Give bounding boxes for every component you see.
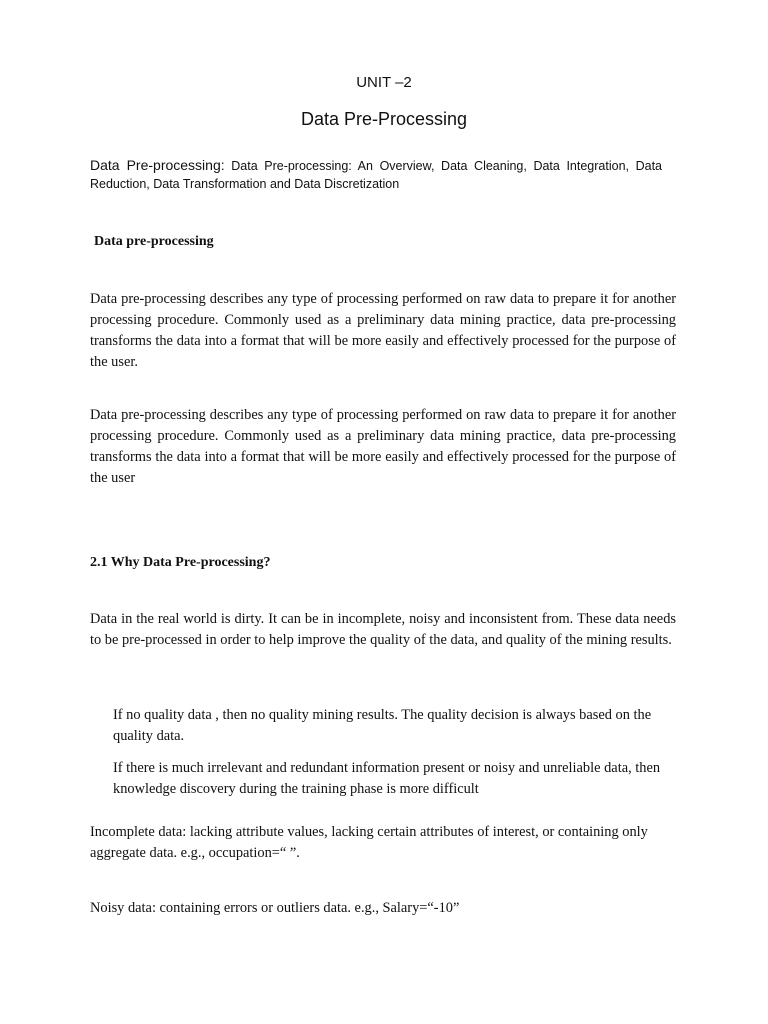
list-item: If no quality data , then no quality mining results. The quality decision is always based on the quality data. [113,707,652,744]
section-heading-why: 2.1 Why Data Pre-processing? [90,555,271,570]
section-heading-data-pre-processing: Data pre-processing [94,234,214,249]
overview-lead: Data Pre-processing: [90,157,225,173]
paragraph-pre-processing-1: Data pre-processing describes any type of processing performed on raw data to prepare it for another processing procedure. Commonly used as a preliminary data mining practice, data pre-processing transforms the data into a format that will be more easily and effectively processed for the purpose of the user. [90,291,676,370]
overview-text: Data Pre-processing: An Overview, Data Cleaning, Data Integration, Data Reduction, Data Transformation and Data Discretization [90,159,662,191]
overview-paragraph [90,156,662,193]
paragraph-pre-processing-2: Data pre-processing describes any type of processing performed on raw data to prepare it for another processing procedure. Commonly used as a preliminary data mining practice, data pre-processing transforms the data into a format that will be more easily and effectively processed for the purpose of the user [90,407,676,486]
unit-label: UNIT –2 [356,74,412,91]
paragraph-why: Data in the real world is dirty. It can be in incomplete, noisy and inconsistent from. These data needs to be pre-processed in order to help improve the quality of the data, and quality of the mining results. [90,611,676,648]
list-item: If there is much irrelevant and redundant information present or noisy and unreliable data, then knowledge discovery during the training phase is more difficult [113,760,661,797]
page-title: Data Pre-Processing [300,109,468,129]
paragraph-incomplete-data: Incomplete data: lacking attribute values, lacking certain attributes of interest, or containing only aggregate data. e.g., occupation=“ ”. [90,824,648,861]
paragraph-noisy-data: Noisy data: containing errors or outliers data. e.g., Salary=“-10” [90,900,460,916]
